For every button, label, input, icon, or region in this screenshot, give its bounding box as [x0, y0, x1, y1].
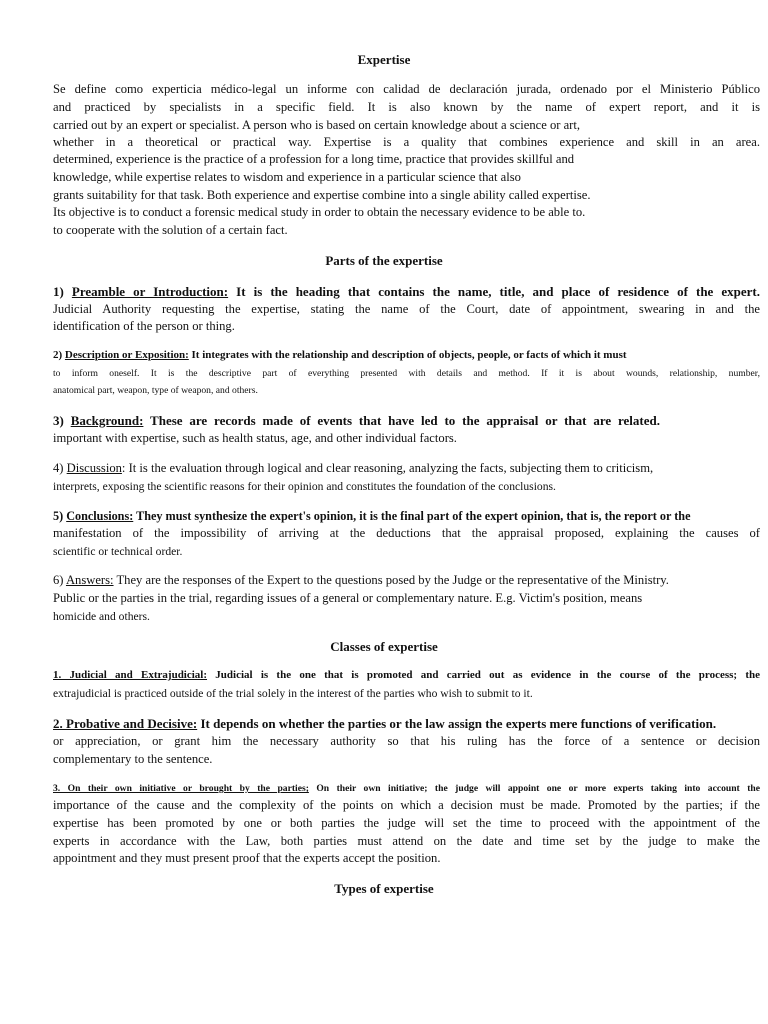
intro-line: determined, experience is the practice of a profession for a long time, practice that provides skillful and — [53, 152, 575, 166]
class-initiative-line: expertise has been promoted by one or both parties the judge will set the time to proceed with the appointment of the — [53, 816, 760, 830]
types-heading: Types of expertise — [334, 881, 434, 896]
page-title: Expertise — [357, 52, 411, 67]
part-description-line: anatomical part, weapon, type of weapon, and others. — [53, 385, 258, 396]
part-preamble-line: identification of the person or thing. — [53, 319, 235, 333]
part-preamble-line: Judicial Authority requesting the expertise, stating the name of the Court, date of appointment, swearing in and the — [53, 302, 760, 316]
part-discussion-heading: 4) Discussion: It is the evaluation through logical and clear reasoning, analyzing the facts, subjecting them to criticism, — [53, 461, 654, 475]
part-preamble-heading: 1) Preamble or Introduction: It is the heading that contains the name, title, and place of residence of the expert. — [53, 284, 760, 299]
part-conclusions-line: manifestation of the impossibility of arriving at the deductions that the appraisal proposed, explaining the causes of — [53, 526, 760, 540]
intro-line: Se define como experticia médico-legal un informe con calidad de declaración jurada, ordenado por el Ministerio Público — [53, 82, 760, 96]
part-answers-heading: 6) Answers: They are the responses of the Expert to the questions posed by the Judge or the representative of the Ministry. — [53, 573, 669, 587]
part-description-line: to inform oneself. It is the descriptive part of everything presented with details and method. If it is about wounds, relationship, number, — [53, 368, 760, 379]
intro-line: and practiced by specialists in a specific field. It is also known by the name of expert report, and it is — [53, 100, 760, 114]
intro-line: Its objective is to conduct a forensic medical study in order to obtain the necessary evidence to be able to. — [53, 205, 586, 219]
class-initiative-line: importance of the cause and the complexity of the points on which a decision must be made. Promoted by the parties; if the — [53, 798, 760, 812]
part-background-line: important with expertise, such as health status, age, and other individual factors. — [53, 431, 457, 445]
class-judicial-heading: 1. Judicial and Extrajudicial: Judicial is the one that is promoted and carried out as evidence in the course of the process; the — [53, 669, 760, 681]
class-probative-heading: 2. Probative and Decisive: It depends on whether the parties or the law assign the experts mere functions of verification. — [53, 716, 717, 731]
class-probative-line: or appreciation, or grant him the necessary authority so that his ruling has the force of a sentence or decision — [53, 734, 760, 748]
class-initiative-heading: 3. On their own initiative or brought by the parties; On their own initiative; the judge will appoint one or more experts taking into account the — [53, 783, 760, 794]
part-description-heading: 2) Description or Exposition: It integrates with the relationship and description of objects, people, or facts of which it must — [53, 349, 627, 361]
class-judicial-line: extrajudicial is practiced outside of the trial solely in the interest of the parties who wish to submit to it. — [53, 687, 533, 700]
part-conclusions-heading: 5) Conclusions: They must synthesize the expert's opinion, it is the final part of the expert opinion, that is, the report or the — [53, 509, 691, 523]
intro-line: carried out by an expert or specialist. A person who is based on certain knowledge about a science or art, — [53, 118, 581, 132]
part-conclusions-line: scientific or technical order. — [53, 545, 183, 558]
part-answers-line: homicide and others. — [53, 610, 150, 623]
part-background-heading: 3) Background: These are records made of events that have led to the appraisal or that are related. — [53, 413, 660, 428]
classes-heading: Classes of expertise — [330, 639, 438, 654]
intro-line: to cooperate with the solution of a certain fact. — [53, 223, 288, 237]
class-probative-line: complementary to the sentence. — [53, 752, 213, 766]
intro-line: whether in a theoretical or practical way. Expertise is a quality that combines experience and skill in an area. — [53, 135, 760, 149]
intro-line: knowledge, while expertise relates to wisdom and experience in a particular science that also — [53, 170, 521, 184]
intro-line: grants suitability for that task. Both experience and expertise combine into a single ability called expertise. — [53, 188, 591, 202]
parts-heading: Parts of the expertise — [325, 253, 443, 268]
class-initiative-line: experts in accordance with the Law, both parties must attend on the date and time set by the judge to make the — [53, 834, 760, 848]
class-initiative-line: appointment and they must present proof that the experts accept the position. — [53, 851, 441, 865]
part-answers-line: Public or the parties in the trial, regarding issues of a general or complementary nature. E.g. Victim's position, means — [53, 591, 643, 605]
part-discussion-line: interprets, exposing the scientific reasons for their opinion and constitutes the foundation of the conclusions. — [53, 480, 556, 493]
